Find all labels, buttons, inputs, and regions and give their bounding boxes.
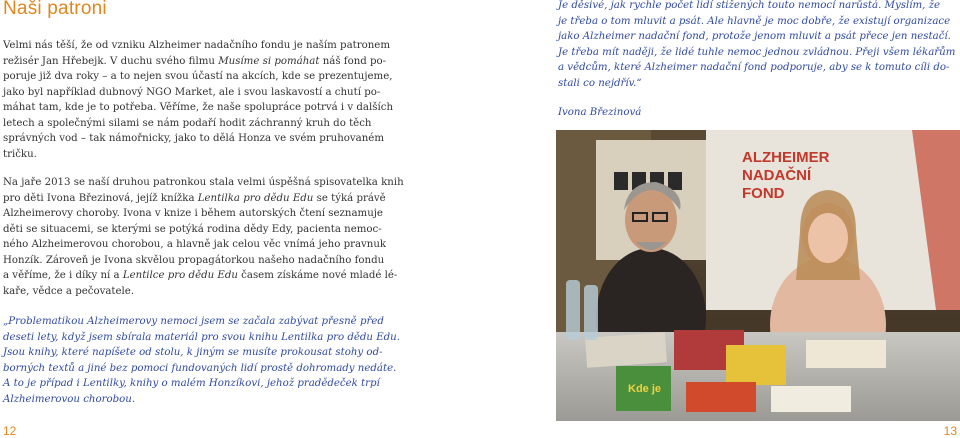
quote-right (558, 0, 955, 91)
intro-line: tričku. (3, 148, 37, 160)
second-line: děti se situacemi, se kterými se potýká rodina dědy Edy, pacienta nemoc- (3, 223, 382, 235)
quote-line: Je děsivé, jak rychle počet lidí stižených touto nemocí narůstá. Myslím, že (558, 0, 941, 11)
quote-line: deseti lety, když jsem sbírala materiál pro svou knihu Lentilka pro dědu Edu. (3, 331, 400, 343)
intro-paragraph (3, 38, 393, 162)
quote-line: Alzheimerovou chorobou. (3, 393, 136, 405)
intro-line: správných vod – tak námořnicky, jako to dělá Honza ve svém pruhovaném (3, 133, 384, 144)
film-title: Musíme si pomáhat (218, 55, 320, 67)
quote-line: jako Alzheimer nadační fond, protože jenom mluvit a psát přece jen nestačí. (558, 31, 951, 42)
book-title: Lentilka pro dědu Edu (197, 192, 314, 204)
intro-line: máhat tam, kde je to potřeba. Věříme, že naše spolupráce potrvá i v dalších (3, 102, 394, 113)
page-heading: Naši patroni (3, 0, 107, 19)
book-label: Kde je (628, 383, 662, 395)
second-line: a věříme, že i díky ní a Lentilce pro dědu Edu časem získáme nové mladé lé- (3, 270, 398, 281)
intro-line: poruje již dva roky – a to nejen svou účastí na akcích, kde se prezentujeme, (3, 71, 393, 82)
quote-left (3, 314, 400, 407)
intro-line: letech a společnými silami se nám podaří hodit záchranný kruh do těch (3, 117, 372, 129)
quote-signature: Ivona Březinová (558, 107, 642, 118)
intro-line: Velmi nás těší, že od vzniku Alzheimer nadačního fondu je naším patronem (3, 40, 390, 51)
quote-line: a vědcům, které Alzheimer nadační fond podporuje, aby se k tomuto cíli do- (558, 62, 950, 73)
second-line: Alzheimerovy choroby. Ivona v knize i během autorských čtení seznamuje (3, 208, 383, 219)
intro-line: režisér Jan Hřebejk. V duchu svého filmu Musíme si pomáhat náš fond po- (3, 55, 387, 67)
quote-line: A to je případ i Lentilky, knihy o malém Honzíkovi, jehož pradědeček trpí (3, 378, 380, 389)
banner-line: FOND (742, 185, 785, 202)
intro-line: jako byl například dubnový NGO Market, ale i svou laskavostí a chutí po- (3, 86, 381, 98)
quote-line: je třeba o tom mluvit a psát. Ale hlavně je moc dobře, že existují organizace (558, 15, 951, 27)
book-title: Lentilce pro dědu Edu (122, 270, 238, 281)
banner-line: NADAČNÍ (742, 167, 812, 184)
second-line: Na jaře 2013 se naší druhou patronkou stala velmi úspěšná spisovatelka knih (3, 177, 404, 188)
second-line: ného Alzheimerovou chorobou, a hlavně jak celou věc vnímá jeho pravnuk (3, 239, 387, 250)
quote-line: Jsou knihy, které napíšete od stolu, k jiným se musíte prokousat stohy od- (3, 347, 383, 358)
quote-line: stali co nejdřív.“ (558, 77, 642, 89)
second-line: Honzík. Zároveň je Ivona skvělou propagátorkou našeho nadačního fondu (3, 254, 385, 266)
second-line: kaře, vědce a pečovatele. (3, 285, 135, 297)
quote-line: Je třeba mít naději, že lidé tuhle nemoc jednou zvládnou. Přeji všem lékařům (558, 46, 956, 58)
patrons-photo (556, 130, 960, 421)
page-number-left: 12 (3, 424, 17, 438)
second-line: pro děti Ivona Březinová, jejíž knížka Lentilka pro dědu Edu se týká právě (3, 192, 386, 204)
banner-line: ALZHEIMER (742, 149, 830, 166)
quote-line: borných textů a jiné bez pomoci fundovaných lidí prostě dohromady nedáte. (3, 362, 397, 374)
second-patron-paragraph (3, 175, 404, 299)
quote-line: „Problematikou Alzheimerovy nemoci jsem se začala zabývat přesně před (3, 316, 384, 327)
page-number-right: 13 (943, 424, 957, 438)
